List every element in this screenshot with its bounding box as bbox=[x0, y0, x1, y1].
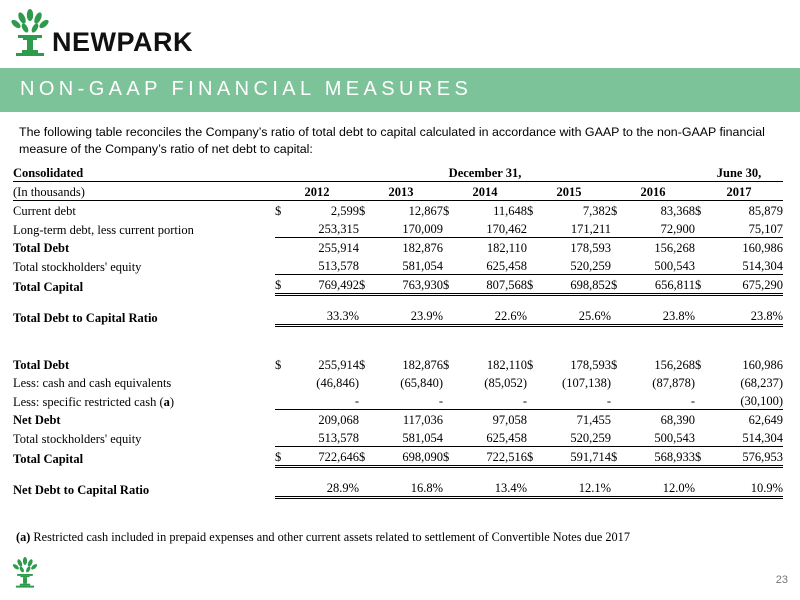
value-cell: 253,315 bbox=[286, 219, 359, 238]
value-cell: - bbox=[454, 391, 527, 410]
value-cell: (30,100) bbox=[706, 391, 783, 410]
reconciliation-table bbox=[13, 163, 783, 499]
value-cell: 156,268 bbox=[654, 358, 695, 372]
row-total-capital-net-section bbox=[13, 447, 783, 467]
value-cell: 591,714 bbox=[538, 447, 611, 467]
currency-symbol bbox=[443, 219, 454, 238]
value-cell: - bbox=[370, 391, 443, 410]
currency-symbol: $ bbox=[443, 204, 450, 218]
value-cell: 625,458 bbox=[454, 256, 527, 275]
value-cell: 12.0% bbox=[622, 478, 695, 498]
value-cell: 514,304 bbox=[706, 256, 783, 275]
currency-symbol bbox=[443, 428, 454, 447]
row-label: Total Debt bbox=[13, 358, 70, 372]
row-label: Long-term debt, less current portion bbox=[13, 222, 194, 237]
value-cell: 520,259 bbox=[538, 428, 611, 447]
value-cell: 514,304 bbox=[706, 428, 783, 447]
value-cell: 156,268 bbox=[654, 241, 695, 255]
currency-symbol bbox=[275, 410, 286, 429]
value-cell: 178,593 bbox=[570, 358, 611, 372]
value-cell: 23.8% bbox=[706, 306, 783, 326]
value-cell: 625,458 bbox=[454, 428, 527, 447]
year-header: 2015 bbox=[527, 182, 611, 201]
currency-symbol bbox=[611, 373, 622, 391]
currency-symbol: $ bbox=[443, 275, 454, 295]
value-cell: 722,646 bbox=[286, 447, 359, 467]
value-cell: 22.6% bbox=[454, 306, 527, 326]
currency-symbol bbox=[611, 391, 622, 410]
value-cell: 255,914 bbox=[318, 241, 359, 255]
year-header: 2013 bbox=[359, 182, 443, 201]
row-label: Total Capital bbox=[13, 279, 84, 294]
value-cell: 25.6% bbox=[538, 306, 611, 326]
row-total-debt-net-section bbox=[13, 355, 783, 373]
row-total-capital bbox=[13, 275, 783, 295]
currency-symbol bbox=[443, 256, 454, 275]
value-cell: (85,052) bbox=[484, 376, 527, 390]
row-label: Less: cash and cash equivalents bbox=[13, 376, 172, 390]
value-cell: 182,876 bbox=[402, 241, 443, 255]
value-cell: 182,110 bbox=[486, 358, 527, 372]
footnote-marker: (a) bbox=[16, 530, 31, 544]
currency-symbol: $ bbox=[695, 275, 706, 295]
row-label: Net Debt to Capital Ratio bbox=[13, 482, 150, 497]
currency-symbol: $ bbox=[527, 358, 534, 372]
currency-symbol bbox=[695, 306, 706, 326]
currency-symbol bbox=[527, 219, 538, 238]
value-cell: 500,543 bbox=[622, 428, 695, 447]
row-label: Net Debt bbox=[13, 413, 61, 427]
tree-logo-icon bbox=[10, 8, 50, 56]
currency-symbol: $ bbox=[359, 447, 370, 467]
value-cell: 576,953 bbox=[706, 447, 783, 467]
currency-symbol bbox=[695, 256, 706, 275]
currency-symbol bbox=[275, 428, 286, 447]
currency-symbol bbox=[695, 410, 706, 429]
value-cell: 675,290 bbox=[706, 275, 783, 295]
table-header-row bbox=[13, 163, 783, 182]
currency-symbol: $ bbox=[359, 204, 366, 218]
value-cell: 763,930 bbox=[370, 275, 443, 295]
value-cell: 698,090 bbox=[370, 447, 443, 467]
currency-symbol: $ bbox=[527, 204, 534, 218]
row-cash-equivalents bbox=[13, 373, 783, 391]
value-cell: (46,846) bbox=[316, 376, 359, 390]
value-cell: 171,211 bbox=[538, 219, 611, 238]
tree-logo-icon bbox=[12, 556, 38, 588]
value-cell: 170,009 bbox=[370, 219, 443, 238]
restricted-cash-label: Less: specific restricted cash (a) bbox=[13, 394, 175, 409]
currency-symbol bbox=[695, 238, 706, 257]
currency-symbol: $ bbox=[359, 358, 366, 372]
currency-symbol: $ bbox=[527, 447, 538, 467]
currency-symbol bbox=[359, 219, 370, 238]
value-cell: 698,852 bbox=[538, 275, 611, 295]
currency-symbol bbox=[275, 373, 286, 391]
currency-symbol: $ bbox=[611, 275, 622, 295]
logo-wordmark: NEWPARK bbox=[52, 27, 193, 57]
footnote bbox=[16, 530, 630, 545]
footnote-text: Restricted cash included in prepaid expenses and other current assets related to settlement of Convertible Notes due 2017 bbox=[30, 530, 630, 544]
value-cell: (107,138) bbox=[562, 376, 611, 390]
value-cell: 513,578 bbox=[286, 256, 359, 275]
currency-symbol bbox=[527, 478, 538, 498]
value-cell: 13.4% bbox=[454, 478, 527, 498]
currency-symbol: $ bbox=[275, 204, 282, 218]
currency-symbol bbox=[359, 256, 370, 275]
currency-symbol bbox=[275, 306, 286, 326]
currency-symbol bbox=[527, 238, 538, 257]
value-cell: 722,516 bbox=[454, 447, 527, 467]
row-label: Total stockholders' equity bbox=[13, 259, 142, 274]
value-cell: 182,110 bbox=[486, 241, 527, 255]
currency-symbol bbox=[275, 238, 286, 257]
value-cell: 178,593 bbox=[570, 241, 611, 255]
value-cell: 170,462 bbox=[454, 219, 527, 238]
value-cell: - bbox=[286, 391, 359, 410]
currency-symbol bbox=[527, 306, 538, 326]
currency-symbol: $ bbox=[275, 358, 282, 372]
year-header: 2016 bbox=[611, 182, 695, 201]
currency-symbol bbox=[359, 373, 370, 391]
currency-symbol bbox=[359, 478, 370, 498]
currency-symbol bbox=[443, 391, 454, 410]
currency-symbol bbox=[527, 428, 538, 447]
currency-symbol bbox=[527, 410, 538, 429]
currency-symbol bbox=[527, 256, 538, 275]
value-cell: 500,543 bbox=[622, 256, 695, 275]
currency-symbol bbox=[695, 373, 706, 391]
row-net-debt-to-capital-ratio bbox=[13, 478, 783, 498]
value-cell: 209,068 bbox=[318, 413, 359, 427]
value-cell: 2,599 bbox=[330, 204, 359, 218]
value-cell: 10.9% bbox=[706, 478, 783, 498]
value-cell: 97,058 bbox=[492, 413, 527, 427]
row-label: Total Capital bbox=[13, 451, 84, 466]
currency-symbol bbox=[611, 478, 622, 498]
value-cell: 513,578 bbox=[286, 428, 359, 447]
currency-symbol: $ bbox=[443, 447, 454, 467]
value-cell: 255,914 bbox=[318, 358, 359, 372]
value-cell: 68,390 bbox=[660, 413, 695, 427]
year-header: 2012 bbox=[275, 182, 359, 201]
value-cell: 656,811 bbox=[622, 275, 695, 295]
currency-symbol bbox=[611, 428, 622, 447]
currency-symbol bbox=[611, 238, 622, 257]
page-number: 23 bbox=[775, 574, 788, 586]
currency-symbol bbox=[359, 428, 370, 447]
currency-symbol bbox=[275, 219, 286, 238]
years-header-row bbox=[13, 182, 783, 201]
currency-symbol bbox=[359, 391, 370, 410]
value-cell: 85,879 bbox=[748, 204, 784, 218]
value-cell: 807,568 bbox=[454, 275, 527, 295]
value-cell: 72,900 bbox=[622, 219, 695, 238]
currency-symbol bbox=[611, 219, 622, 238]
value-cell: 160,986 bbox=[742, 358, 784, 372]
currency-symbol: $ bbox=[695, 447, 706, 467]
value-cell: 23.9% bbox=[370, 306, 443, 326]
currency-symbol bbox=[275, 478, 286, 498]
currency-symbol bbox=[527, 391, 538, 410]
currency-symbol bbox=[695, 391, 706, 410]
currency-symbol: $ bbox=[695, 204, 702, 218]
value-cell: 12,867 bbox=[408, 204, 443, 218]
currency-symbol bbox=[611, 306, 622, 326]
currency-symbol bbox=[443, 478, 454, 498]
row-label: Total Debt bbox=[13, 241, 70, 255]
row-stockholders-equity bbox=[13, 256, 783, 275]
currency-symbol: $ bbox=[527, 275, 538, 295]
row-long-term-debt bbox=[13, 219, 783, 238]
year-header: 2017 bbox=[695, 182, 783, 201]
value-cell: 182,876 bbox=[402, 358, 443, 372]
value-cell: 83,368 bbox=[660, 204, 695, 218]
intro-paragraph: The following table reconciles the Company’s ratio of total debt to capital calculated in accordance with GAAP to the non-GAAP financial measure of the Company’s ratio of net debt to capital: bbox=[19, 125, 765, 156]
row-debt-to-capital-ratio bbox=[13, 306, 783, 326]
currency-symbol bbox=[611, 256, 622, 275]
currency-symbol bbox=[275, 256, 286, 275]
year-header: 2014 bbox=[443, 182, 527, 201]
value-cell: 23.8% bbox=[622, 306, 695, 326]
value-cell: 71,455 bbox=[576, 413, 611, 427]
value-cell: 12.1% bbox=[538, 478, 611, 498]
newpark-logo bbox=[10, 8, 193, 56]
title-banner bbox=[0, 68, 800, 112]
value-cell: (65,840) bbox=[400, 376, 443, 390]
row-label: Current debt bbox=[13, 204, 76, 218]
page-title: NON-GAAP FINANCIAL MEASURES bbox=[20, 78, 473, 100]
currency-symbol: $ bbox=[611, 447, 622, 467]
value-cell: 568,933 bbox=[622, 447, 695, 467]
value-cell: 16.8% bbox=[370, 478, 443, 498]
currency-symbol bbox=[359, 410, 370, 429]
period-december-label: December 31, bbox=[275, 163, 695, 182]
currency-symbol bbox=[443, 410, 454, 429]
value-cell: 11,648 bbox=[493, 204, 527, 218]
row-label: Total Debt to Capital Ratio bbox=[13, 310, 158, 325]
currency-symbol: $ bbox=[359, 275, 370, 295]
value-cell: 581,054 bbox=[370, 428, 443, 447]
currency-symbol bbox=[275, 391, 286, 410]
row-restricted-cash bbox=[13, 391, 783, 410]
value-cell: (87,878) bbox=[652, 376, 695, 390]
value-cell: 769,492 bbox=[286, 275, 359, 295]
currency-symbol bbox=[527, 373, 538, 391]
currency-symbol: $ bbox=[611, 358, 618, 372]
currency-symbol bbox=[611, 410, 622, 429]
currency-symbol bbox=[443, 306, 454, 326]
currency-symbol: $ bbox=[695, 358, 702, 372]
currency-symbol bbox=[359, 238, 370, 257]
currency-symbol bbox=[695, 428, 706, 447]
value-cell: - bbox=[622, 391, 695, 410]
currency-symbol bbox=[443, 238, 454, 257]
value-cell: 117,036 bbox=[402, 413, 443, 427]
currency-symbol: $ bbox=[275, 275, 286, 295]
row-net-debt bbox=[13, 410, 783, 429]
value-cell: 75,107 bbox=[706, 219, 783, 238]
group-label: Consolidated bbox=[13, 163, 275, 182]
value-cell: (68,237) bbox=[740, 376, 784, 390]
period-june-label: June 30, bbox=[695, 163, 783, 182]
currency-symbol bbox=[443, 373, 454, 391]
value-cell: 7,382 bbox=[582, 204, 611, 218]
value-cell: 160,986 bbox=[742, 241, 784, 255]
currency-symbol: $ bbox=[275, 447, 286, 467]
value-cell: 62,649 bbox=[748, 413, 784, 427]
currency-symbol: $ bbox=[611, 204, 618, 218]
row-label: Total stockholders' equity bbox=[13, 431, 142, 446]
value-cell: 520,259 bbox=[538, 256, 611, 275]
value-cell: - bbox=[538, 391, 611, 410]
currency-symbol bbox=[695, 478, 706, 498]
value-cell: 581,054 bbox=[370, 256, 443, 275]
row-current-debt bbox=[13, 201, 783, 220]
row-total-debt bbox=[13, 238, 783, 257]
currency-symbol bbox=[359, 306, 370, 326]
currency-symbol bbox=[695, 219, 706, 238]
value-cell: 28.9% bbox=[286, 478, 359, 498]
value-cell: 33.3% bbox=[286, 306, 359, 326]
row-stockholders-equity-net-section bbox=[13, 428, 783, 447]
footer-logo bbox=[12, 556, 38, 593]
units-label: (In thousands) bbox=[13, 182, 275, 201]
currency-symbol: $ bbox=[443, 358, 450, 372]
